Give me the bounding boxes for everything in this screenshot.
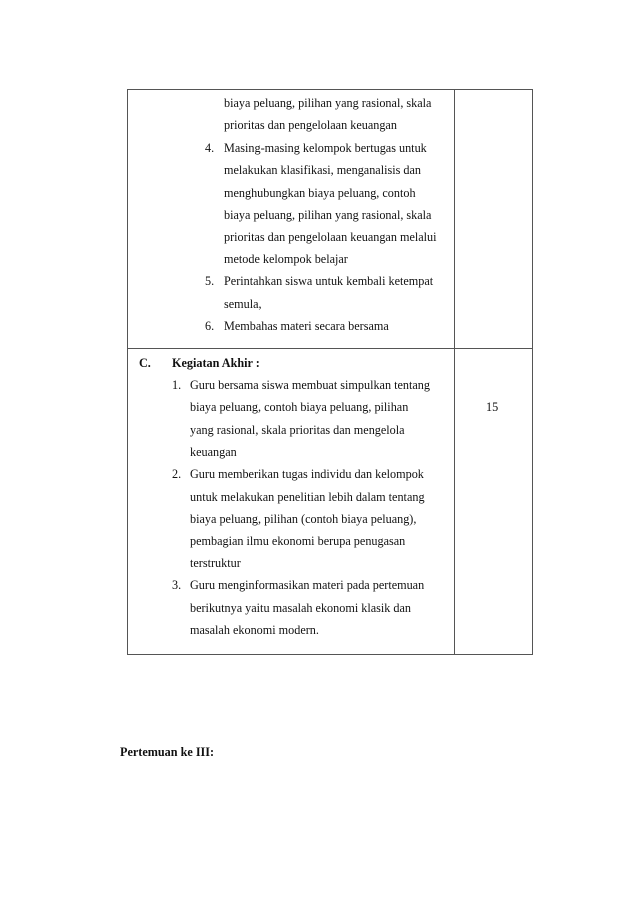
meeting-heading: Pertemuan ke III: [120, 745, 215, 759]
list-item-text: terstruktur [190, 556, 241, 570]
list-number: 4. [205, 141, 215, 155]
table-column-divider [454, 89, 455, 655]
list-item-text: biaya peluang, pilihan yang rasional, skala [224, 208, 432, 222]
list-item-text: Guru menginformasikan materi pada pertemuan [190, 578, 425, 592]
list-number: 3. [172, 578, 182, 592]
list-item-text: semula, [224, 297, 262, 311]
list-number: 5. [205, 274, 215, 288]
list-item-text: biaya peluang, pilihan (contoh biaya peluang), [190, 512, 417, 526]
list-item-text: Guru memberikan tugas individu dan kelompok [190, 467, 424, 481]
list-item-text: prioritas dan pengelolaan keuangan [224, 118, 397, 132]
list-item-text: metode kelompok belajar [224, 252, 348, 266]
duration-value: 15 [486, 400, 499, 414]
list-item-text: untuk melakukan penelitian lebih dalam tentang [190, 490, 425, 504]
table-border-top [127, 89, 533, 90]
list-item-text: menghubungkan biaya peluang, contoh [224, 186, 416, 200]
list-item-text: Perintahkan siswa untuk kembali ketempat [224, 274, 434, 288]
list-item-text: Membahas materi secara bersama [224, 319, 389, 333]
table-border-left [127, 89, 128, 655]
list-item-text: yang rasional, skala prioritas dan mengelola [190, 423, 405, 437]
list-item-text: berikutnya yaitu masalah ekonomi klasik dan [190, 601, 412, 615]
list-item-text: melakukan klasifikasi, menganalisis dan [224, 163, 421, 177]
section-heading: Kegiatan Akhir : [172, 356, 260, 370]
list-item-text: masalah ekonomi modern. [190, 623, 319, 637]
list-item-text: prioritas dan pengelolaan keuangan melalui [224, 230, 437, 244]
list-number: 2. [172, 467, 182, 481]
table-border-right [532, 89, 533, 655]
list-item-text: Masing-masing kelompok bertugas untuk [224, 141, 427, 155]
list-item-text: biaya peluang, pilihan yang rasional, skala [224, 96, 432, 110]
list-item-text: Guru bersama siswa membuat simpulkan tentang [190, 378, 430, 392]
list-item-text: pembagian ilmu ekonomi berupa penugasan [190, 534, 406, 548]
table-row-divider [127, 348, 533, 349]
list-number: 1. [172, 378, 182, 392]
table-border-bottom [127, 654, 533, 655]
section-label: C. [139, 356, 151, 370]
list-item-text: keuangan [190, 445, 237, 459]
list-number: 6. [205, 319, 215, 333]
list-item-text: biaya peluang, contoh biaya peluang, pilihan [190, 400, 409, 414]
